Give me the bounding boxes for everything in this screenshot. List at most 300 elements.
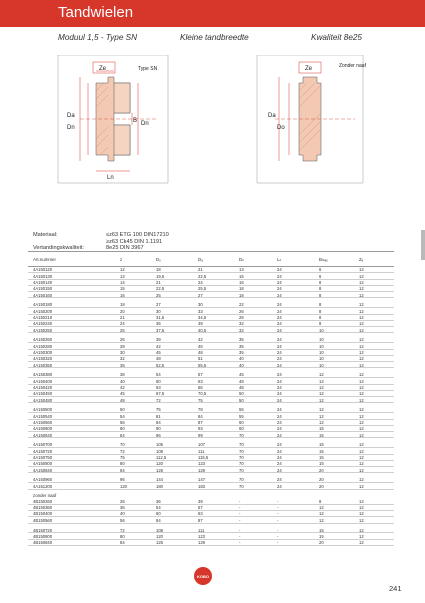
table-cell: 13 [120, 273, 125, 279]
table-cell: 66 [198, 384, 203, 390]
table-cell: 8 [319, 308, 322, 314]
table-cell: 42 [156, 343, 161, 349]
article-number-cell: 4B150400 [33, 511, 53, 517]
material-label: Materiaal: [33, 232, 58, 238]
table-cell: 70 [239, 442, 244, 448]
table-cell: - [277, 527, 279, 533]
article-number-cell: 4A150210 [33, 314, 53, 320]
table-cell: 26 [239, 308, 244, 314]
table-cell: 24 [198, 279, 203, 285]
table-cell: 63 [198, 511, 203, 517]
table-cell: 63 [198, 378, 203, 384]
table-cell: 75 [120, 454, 125, 460]
table-cell: 45 [156, 349, 161, 355]
zonder-naaf-text: zonder naaf [33, 492, 57, 498]
table-cell: 48 [239, 378, 244, 384]
table-cell: 144 [156, 477, 163, 483]
table-cell: 12 [359, 511, 364, 517]
table-cell: 51 [198, 356, 203, 362]
header-ze: Zₑ [359, 256, 364, 262]
table-cell: 15 [120, 286, 125, 292]
material-value-1: ≤z63 ETG 100 DIN17210 [106, 232, 169, 238]
table-cell: 108 [156, 527, 163, 533]
table-cell: 40 [120, 511, 125, 517]
kobo-logo [194, 567, 212, 585]
table-cell: - [277, 517, 279, 523]
table-cell: 12 [359, 419, 364, 425]
table-cell: 24 [277, 442, 282, 448]
table-cell: 60 [156, 378, 161, 384]
table-cell: 10 [319, 343, 324, 349]
table-cell: 72 [120, 527, 125, 533]
table-cell: 15 [319, 448, 324, 454]
spec-table [28, 251, 394, 546]
table-cell: 54 [156, 505, 161, 511]
table-cell: 24 [277, 349, 282, 355]
table-cell: 12 [359, 327, 364, 333]
table-cell: 75 [198, 397, 203, 403]
table-cell: 24 [277, 273, 282, 279]
table-cell: 24 [277, 391, 282, 397]
table-cell: 31,5 [156, 314, 165, 320]
table-cell: 24 [277, 413, 282, 419]
table-cell: 24 [277, 267, 282, 273]
article-number-cell: 4A150250 [33, 327, 53, 333]
table-cell: 84 [120, 467, 125, 473]
table-cell: - [239, 527, 241, 533]
table-cell: 21 [198, 267, 203, 273]
table-cell: 8 [319, 314, 322, 320]
ze-label: Ze [99, 66, 107, 72]
table-cell: 183 [198, 483, 205, 489]
table-cell: 12 [359, 349, 364, 355]
logo-text: KOBO [197, 573, 209, 579]
table-cell: 26 [120, 337, 125, 343]
table-cell: 54 [156, 372, 161, 378]
table-cell: 50 [120, 407, 125, 413]
table-cell: 70 [239, 432, 244, 438]
table-cell: 70 [239, 467, 244, 473]
table-cell: 15 [319, 533, 324, 539]
article-number-cell: 4A150450 [33, 391, 53, 397]
table-row [28, 397, 394, 403]
table-cell: 96 [120, 477, 125, 483]
table-cell: 24 [277, 378, 282, 384]
table-cell: 12 [359, 356, 364, 362]
title-bar [0, 0, 425, 27]
table-cell: 12 [359, 286, 364, 292]
table-cell: 8 [319, 302, 322, 308]
table-cell: 120 [156, 533, 163, 539]
table-cell: - [277, 505, 279, 511]
table-cell: 10 [319, 327, 324, 333]
table-cell: 87 [198, 517, 203, 523]
dn2-label: Dn [141, 121, 149, 127]
table-cell: - [277, 533, 279, 539]
quality-label: Vertandingskwaliteit: [33, 245, 84, 252]
table-cell: 180 [156, 483, 163, 489]
table-cell: 56 [120, 419, 125, 425]
table-cell: 24 [277, 327, 282, 333]
table-cell: 35 [239, 343, 244, 349]
article-number-cell: 4A150140 [33, 279, 53, 285]
article-number-cell: 4B150360 [33, 505, 53, 511]
module-subtitle: Moduul 1,5 - Type SN [58, 33, 138, 42]
table-cell: 27 [198, 292, 203, 298]
table-row [28, 362, 394, 368]
header-da: Dₐ [198, 256, 203, 262]
table-cell: 12 [359, 517, 364, 523]
table-cell: 90 [156, 426, 161, 432]
table-cell: 12 [319, 511, 324, 517]
table-cell: 8 [319, 321, 322, 327]
table-body [28, 267, 394, 546]
table-cell: 22,5 [156, 286, 165, 292]
table-cell: 18 [120, 302, 125, 308]
table-cell: 56 [120, 517, 125, 523]
table-cell: 24 [277, 372, 282, 378]
table-cell: 24 [277, 279, 282, 285]
table-cell: 34,5 [198, 314, 207, 320]
table-cell: 80 [120, 533, 125, 539]
table-cell: 12 [359, 279, 364, 285]
table-cell: 20 [319, 467, 324, 473]
table-cell: 39 [156, 337, 161, 343]
table-cell: 12 [359, 426, 364, 432]
header-z: z [120, 256, 123, 262]
table-cell: 24 [277, 477, 282, 483]
table-cell: 35 [239, 337, 244, 343]
table-cell: 93 [198, 426, 203, 432]
table-cell: 96 [156, 432, 161, 438]
table-cell: 12 [319, 384, 324, 390]
table-cell: 67,5 [156, 391, 165, 397]
article-number-cell: 4A150960 [33, 477, 53, 483]
table-cell: 84 [120, 540, 125, 546]
table-cell: 8 [319, 279, 322, 285]
article-number-cell: 4B150260 [33, 498, 53, 504]
article-number-cell: 4A150720 [33, 448, 53, 454]
table-cell: 147 [198, 477, 205, 483]
table-cell: 50 [239, 391, 244, 397]
table-cell: 21 [120, 314, 125, 320]
table-cell: 18 [239, 292, 244, 298]
table-cell: 15 [319, 454, 324, 460]
table-cell: 48 [120, 397, 125, 403]
article-number-cell: 4A150130 [33, 273, 53, 279]
ln-label: Ln [107, 175, 114, 181]
table-cell: 35 [120, 362, 125, 368]
table-cell: 25,5 [198, 286, 207, 292]
article-number-cell: 4A150180 [33, 302, 53, 308]
table-cell: 48 [198, 349, 203, 355]
table-cell: 12 [359, 477, 364, 483]
table-cell: 75 [156, 407, 161, 413]
table-cell: 12 [359, 302, 364, 308]
table-cell: 84 [156, 517, 161, 523]
article-number-cell: 4A150840 [33, 467, 53, 473]
table-cell: 12 [359, 267, 364, 273]
table-cell: 81 [156, 413, 161, 419]
table-cell: 12 [319, 372, 324, 378]
side-tab-marker [421, 230, 425, 260]
table-cell: 24 [277, 467, 282, 473]
table-cell: 12 [319, 413, 324, 419]
table-cell: - [239, 540, 241, 546]
table-cell: - [239, 533, 241, 539]
quality-value: 8e25 DIN 3967 [106, 245, 144, 252]
table-cell: 13 [239, 267, 244, 273]
dn-label: Dn [67, 125, 75, 131]
table-cell: 60 [120, 426, 125, 432]
table-cell: 24 [277, 292, 282, 298]
table-cell: 15 [319, 426, 324, 432]
table-cell: 12 [359, 442, 364, 448]
table-cell: 64 [120, 432, 125, 438]
table-cell: 12 [319, 378, 324, 384]
table-cell: 20 [120, 308, 125, 314]
table-cell: 60 [239, 426, 244, 432]
table-row [28, 292, 394, 298]
article-number-cell: 4A150280 [33, 343, 53, 349]
table-cell: 8 [319, 498, 322, 504]
table-cell: 19,5 [156, 273, 165, 279]
table-cell: 24 [277, 397, 282, 403]
article-number-cell: 4B150560 [33, 517, 53, 523]
table-cell: - [239, 511, 241, 517]
table-cell: 24 [277, 384, 282, 390]
header-ln: Lₙ [277, 256, 282, 262]
table-cell: 24 [277, 407, 282, 413]
table-cell: 15 [239, 273, 244, 279]
table-cell: 18 [239, 286, 244, 292]
table-cell: 129 [198, 467, 205, 473]
table-cell: 15 [319, 527, 324, 533]
da-label: Da [67, 113, 75, 119]
table-cell: 12 [359, 314, 364, 320]
table-cell: 30 [120, 349, 125, 355]
table-cell: 6 [319, 267, 322, 273]
table-cell: 48 [239, 384, 244, 390]
table-cell: 22,5 [198, 273, 207, 279]
table-cell: 24 [120, 321, 125, 327]
quality-subtitle: Kwaliteit 8e25 [311, 33, 362, 42]
table-cell: 12 [359, 384, 364, 390]
table-cell: 48 [156, 356, 161, 362]
table-cell: 32 [239, 321, 244, 327]
table-cell: 70 [239, 461, 244, 467]
table-cell: 24 [277, 356, 282, 362]
table-row [28, 432, 394, 438]
table-cell: 84 [198, 413, 203, 419]
table-cell: 21 [156, 279, 161, 285]
table-cell: 12 [319, 391, 324, 397]
table-cell: 25 [156, 292, 161, 298]
table-cell: 36 [156, 321, 161, 327]
table-cell: 15 [319, 432, 324, 438]
table-cell: 70,5 [198, 391, 207, 397]
header-do: Dₒ [156, 256, 161, 262]
table-row [28, 517, 394, 523]
header-dn: Dₙ [239, 256, 244, 262]
table-cell: 78 [198, 407, 203, 413]
table-cell: 25 [120, 327, 125, 333]
table-cell: 40,5 [198, 327, 207, 333]
table-cell: 24 [277, 362, 282, 368]
table-cell: 80 [120, 461, 125, 467]
table-cell: 12 [359, 454, 364, 460]
table-cell: 26 [239, 314, 244, 320]
material-value-2: ≥z63 Ck45 DIN 1.1191 [106, 238, 163, 245]
article-number-cell: 4A150150 [33, 286, 53, 292]
table-cell: 12 [319, 407, 324, 413]
table-cell: 120 [120, 483, 127, 489]
table-cell: 20 [319, 540, 324, 546]
table-cell: 16 [120, 292, 125, 298]
table-cell: 129 [198, 540, 205, 546]
header-bmax: Bₘₐₓ [319, 256, 328, 262]
table-cell: 123 [198, 461, 205, 467]
table-cell: 12 [359, 448, 364, 454]
table-row [28, 540, 394, 546]
b-label: B [133, 118, 138, 124]
article-number-cell: 4B150800 [33, 533, 53, 539]
table-cell: 27 [156, 302, 161, 308]
article-number-cell: 4A150320 [33, 356, 53, 362]
table-cell: 12 [359, 343, 364, 349]
table-cell: 57 [198, 505, 203, 511]
table-cell: 70 [239, 448, 244, 454]
table-cell: 60 [239, 419, 244, 425]
do-label-right: Do [277, 125, 285, 131]
table-cell: 12 [120, 267, 125, 273]
table-cell: 87 [198, 419, 203, 425]
table-cell: 37,5 [156, 327, 165, 333]
table-cell: 12 [319, 517, 324, 523]
table-cell: 24 [277, 432, 282, 438]
table-cell: 12 [359, 273, 364, 279]
table-cell: 36 [156, 498, 161, 504]
table-cell: - [277, 498, 279, 504]
zonder-naaf-section-label [28, 490, 394, 499]
table-cell: - [277, 511, 279, 517]
table-cell: 99 [198, 432, 203, 438]
table-cell: 42 [198, 337, 203, 343]
table-cell: 8 [319, 292, 322, 298]
table-cell: 12 [359, 378, 364, 384]
table-cell: 35 [239, 349, 244, 355]
article-number-cell: 4A150560 [33, 419, 53, 425]
table-cell: 12 [359, 308, 364, 314]
table-cell: 24 [277, 343, 282, 349]
article-number-cell: 4A150800 [33, 461, 53, 467]
article-number-cell: 4A150700 [33, 442, 53, 448]
table-cell: - [239, 498, 241, 504]
zonder-naaf-label: Zonder naaf [339, 63, 366, 69]
table-cell: 6 [319, 273, 322, 279]
table-cell: 12 [359, 337, 364, 343]
table-cell: 33 [198, 308, 203, 314]
table-cell: 24 [277, 308, 282, 314]
table-cell: 24 [277, 454, 282, 460]
table-cell: 15 [319, 461, 324, 467]
article-number-cell: 4A150350 [33, 362, 53, 368]
table-cell: 24 [277, 426, 282, 432]
table-cell: 39 [198, 498, 203, 504]
table-cell: 8 [319, 286, 322, 292]
table-cell: 70 [239, 483, 244, 489]
table-cell: 12 [359, 292, 364, 298]
article-number-cell: 4A151200 [33, 483, 53, 489]
table-header [28, 251, 394, 267]
table-cell: 30 [198, 302, 203, 308]
table-cell: 111 [198, 448, 205, 454]
article-number-cell: 4A150200 [33, 308, 53, 314]
table-cell: 54 [120, 413, 125, 419]
table-cell: 12 [319, 419, 324, 425]
width-subtitle: Kleine tandbreedte [180, 33, 249, 42]
table-cell: 105 [156, 442, 163, 448]
table-cell: 112,5 [156, 454, 167, 460]
table-cell: 126 [156, 540, 163, 546]
page-title: Tandwielen [58, 4, 134, 21]
article-number-cell: 4A150540 [33, 413, 53, 419]
table-cell: 63 [156, 384, 161, 390]
table-cell: 36 [120, 505, 125, 511]
table-cell: 12 [359, 533, 364, 539]
table-cell: 115,5 [198, 454, 209, 460]
table-cell: 24 [277, 321, 282, 327]
table-cell: 28 [120, 343, 125, 349]
table-cell: 22 [239, 302, 244, 308]
table-cell: 24 [277, 302, 282, 308]
table-cell: 26 [120, 498, 125, 504]
article-number-cell: 4A150160 [33, 292, 53, 298]
article-number-cell: 4A150120 [33, 267, 53, 273]
table-cell: 18 [156, 267, 161, 273]
da-label-right: Da [268, 113, 276, 119]
table-cell: 39 [198, 321, 203, 327]
table-cell: 20 [319, 483, 324, 489]
table-cell: 55 [239, 407, 244, 413]
article-number-cell: 4A150500 [33, 407, 53, 413]
table-cell: 12 [359, 527, 364, 533]
table-cell: 72 [156, 397, 161, 403]
table-cell: 111 [198, 527, 205, 533]
table-cell: 12 [359, 483, 364, 489]
table-cell: 15 [319, 442, 324, 448]
table-cell: 24 [277, 483, 282, 489]
table-cell: 55 [239, 413, 244, 419]
article-number-cell: 4A150380 [33, 372, 53, 378]
table-cell: 10 [319, 337, 324, 343]
table-cell: 70 [120, 442, 125, 448]
table-cell: 10 [319, 362, 324, 368]
table-cell: 12 [359, 432, 364, 438]
table-cell: 12 [359, 397, 364, 403]
article-number-cell: 4A150240 [33, 321, 53, 327]
article-number-cell: 4A150260 [33, 337, 53, 343]
table-cell: 126 [156, 467, 163, 473]
table-cell: 108 [156, 448, 163, 454]
article-number-cell: 4A150420 [33, 384, 53, 390]
table-cell: 45 [239, 372, 244, 378]
table-cell: 12 [359, 498, 364, 504]
table-cell: 70 [239, 454, 244, 460]
table-cell: 55,5 [198, 362, 207, 368]
table-cell: 12 [319, 505, 324, 511]
table-cell: 57 [198, 372, 203, 378]
